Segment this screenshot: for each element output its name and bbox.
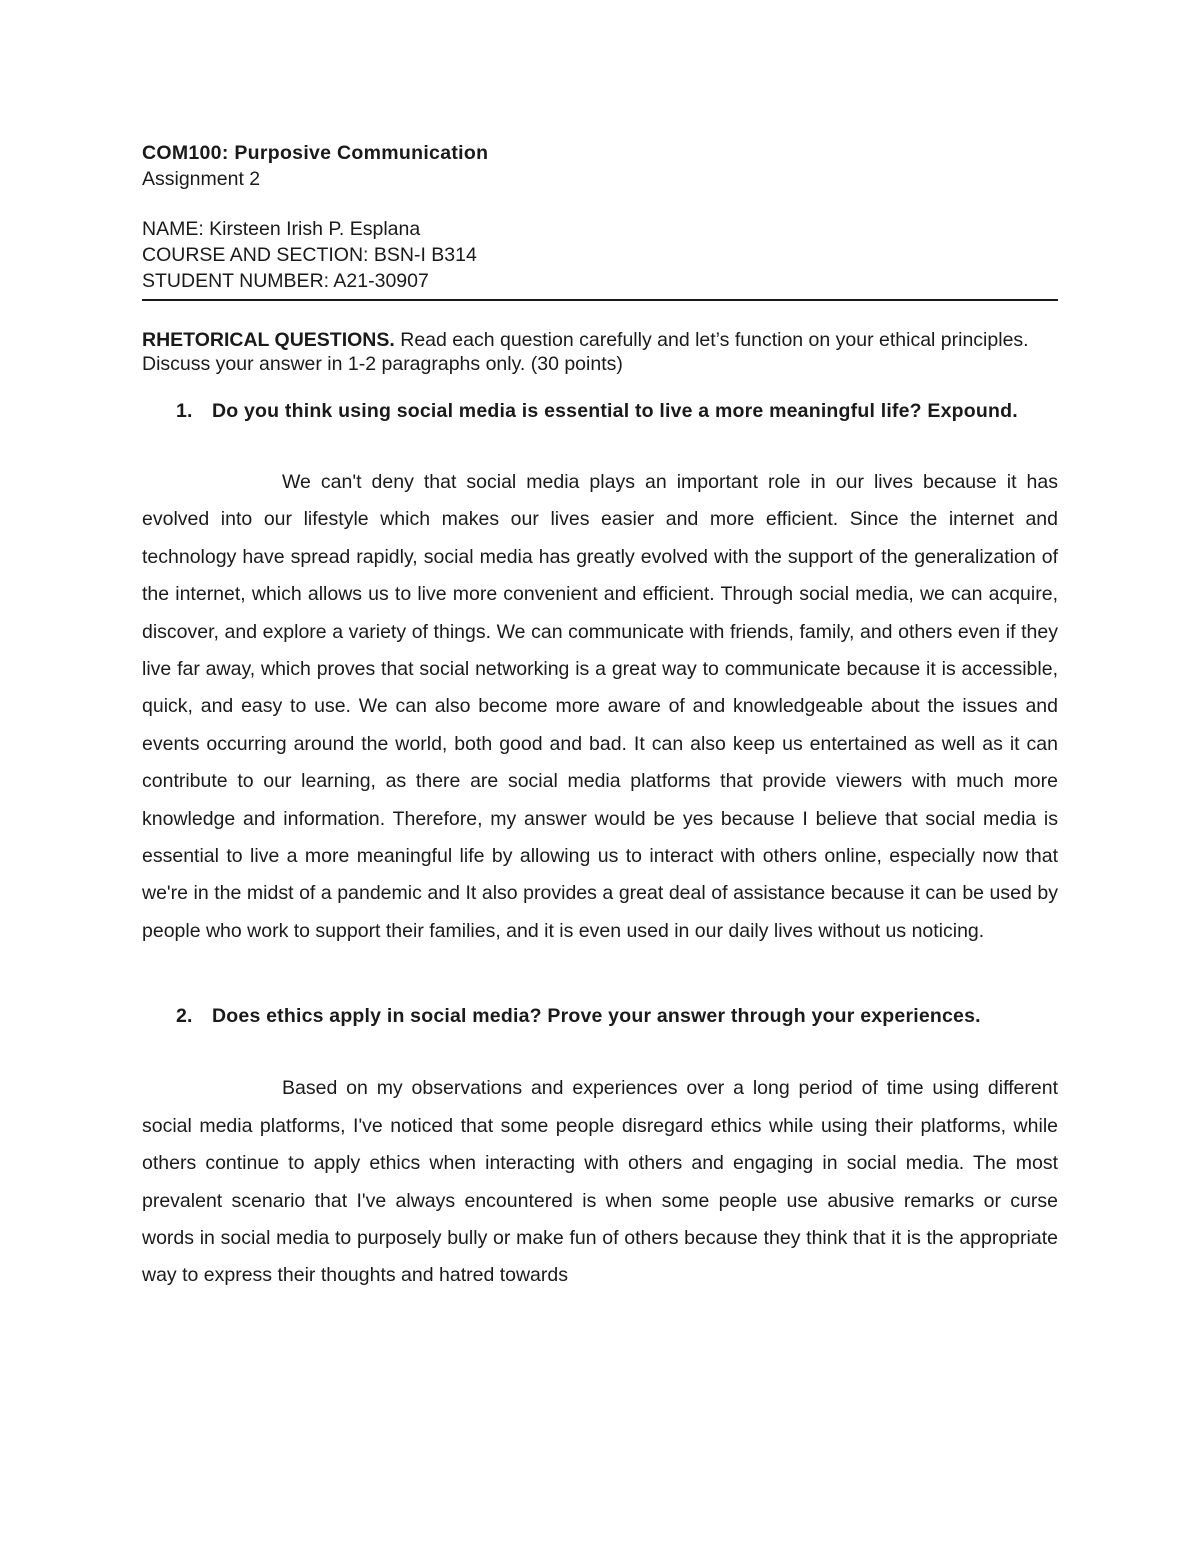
document-content [142, 140, 1058, 1295]
question-text: Does ethics apply in social media? Prove your answer through your experiences. [212, 1005, 981, 1028]
instructions-text: Read each question carefully and let’s function on your ethical principles. Discuss your answer in 1-2 paragraphs only. (30 points) [142, 329, 1029, 375]
instructions [142, 328, 1058, 376]
course-section: COURSE AND SECTION: BSN-I B314 [142, 244, 477, 266]
question-number: 2. [176, 1005, 193, 1028]
answer-2: Based on my observations and experiences over a long period of time using different social media platforms, I've noticed that some people disregard ethics while using their platforms, while others continue to apply ethics when interacting with others and engaging in social media. The most prevalent scenario that I've always encountered is when some people use abusive remarks or curse words in social media to purposely bully or make fun of others because they think that it is the appropriate way to express their thoughts and hatred towards [142, 1077, 1058, 1287]
question-text: Do you think using social media is essential to live a more meaningful life? Expound. [212, 400, 1018, 422]
course-title: COM100: Purposive Communication [142, 142, 489, 164]
student-number: STUDENT NUMBER: A21-30907 [142, 270, 429, 292]
header-divider [142, 299, 1058, 301]
question-number: 1. [176, 400, 193, 422]
question-2 [142, 998, 1058, 1035]
student-name: NAME: Kirsteen Irish P. Esplana [142, 218, 421, 240]
question-1 [142, 393, 1058, 430]
answer-1: We can't deny that social media plays an important role in our lives because it has evolved into our lifestyle which makes our lives easier and more efficient. Since the internet and technology have spread rapidly, social media has greatly evolved with the support of the generalization of the internet, which allows us to live more convenient and efficient. Through social media, we can acquire, discover, and explore a variety of things. We can communicate with friends, family, and others even if they live far away, which proves that social networking is a great way to communicate because it is accessible, quick, and easy to use. We can also become more aware of and knowledgeable about the issues and events occurring around the world, both good and bad. It can also keep us entertained as well as it can contribute to our learning, as there are social media platforms that provide viewers with much more knowledge and information. Therefore, my answer would be yes because I believe that social media is essential to live a more meaningful life by allowing us to interact with others online, especially now that we're in the midst of a pandemic and It also provides a great deal of assistance because it can be used by people who work to support their families, and it is even used in our daily lives without us noticing. [142, 471, 1058, 942]
assignment-label: Assignment 2 [142, 168, 261, 190]
instructions-label: RHETORICAL QUESTIONS. [142, 329, 395, 351]
